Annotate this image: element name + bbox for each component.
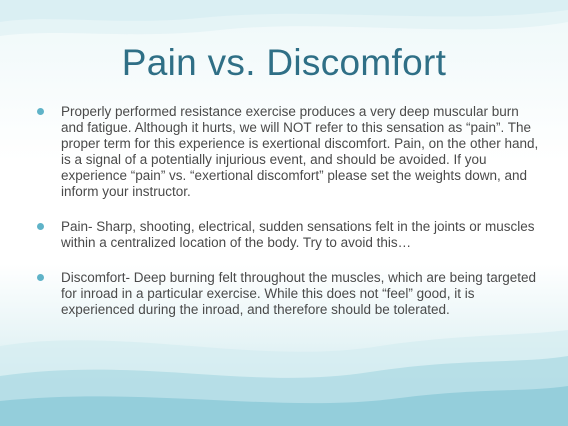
bullet-text: Pain- Sharp, shooting, electrical, sudden sensations felt in the joints or muscles within a centralized location of the body. Try to avoid this… (61, 219, 535, 250)
bullet-text: Properly performed resistance exercise produces a very deep muscular burn and fatigue. Although it hurts, we will NOT refer to this sensation as “pain”. The proper term for this experience is exertional discomfort. Pain, on the other hand, is a signal of a potentially injurious event, and should be avoided. If you experience “pain” vs. “exertional discomfort” please set the weights down, and inform your instructor. (61, 104, 539, 199)
list-item (37, 270, 542, 318)
slide-title: Pain vs. Discomfort (121, 42, 447, 83)
bullet-icon (37, 223, 44, 230)
list-item (37, 104, 542, 200)
bullet-icon (37, 274, 44, 281)
list-item (37, 219, 542, 251)
bullet-icon (37, 108, 44, 115)
bullet-list (37, 104, 542, 337)
bullet-text: Discomfort- Deep burning felt throughout the muscles, which are being targeted for inroad in a particular exercise. While this does not “feel” good, it is experienced during the inroad, and therefore should be tolerated. (61, 270, 537, 317)
